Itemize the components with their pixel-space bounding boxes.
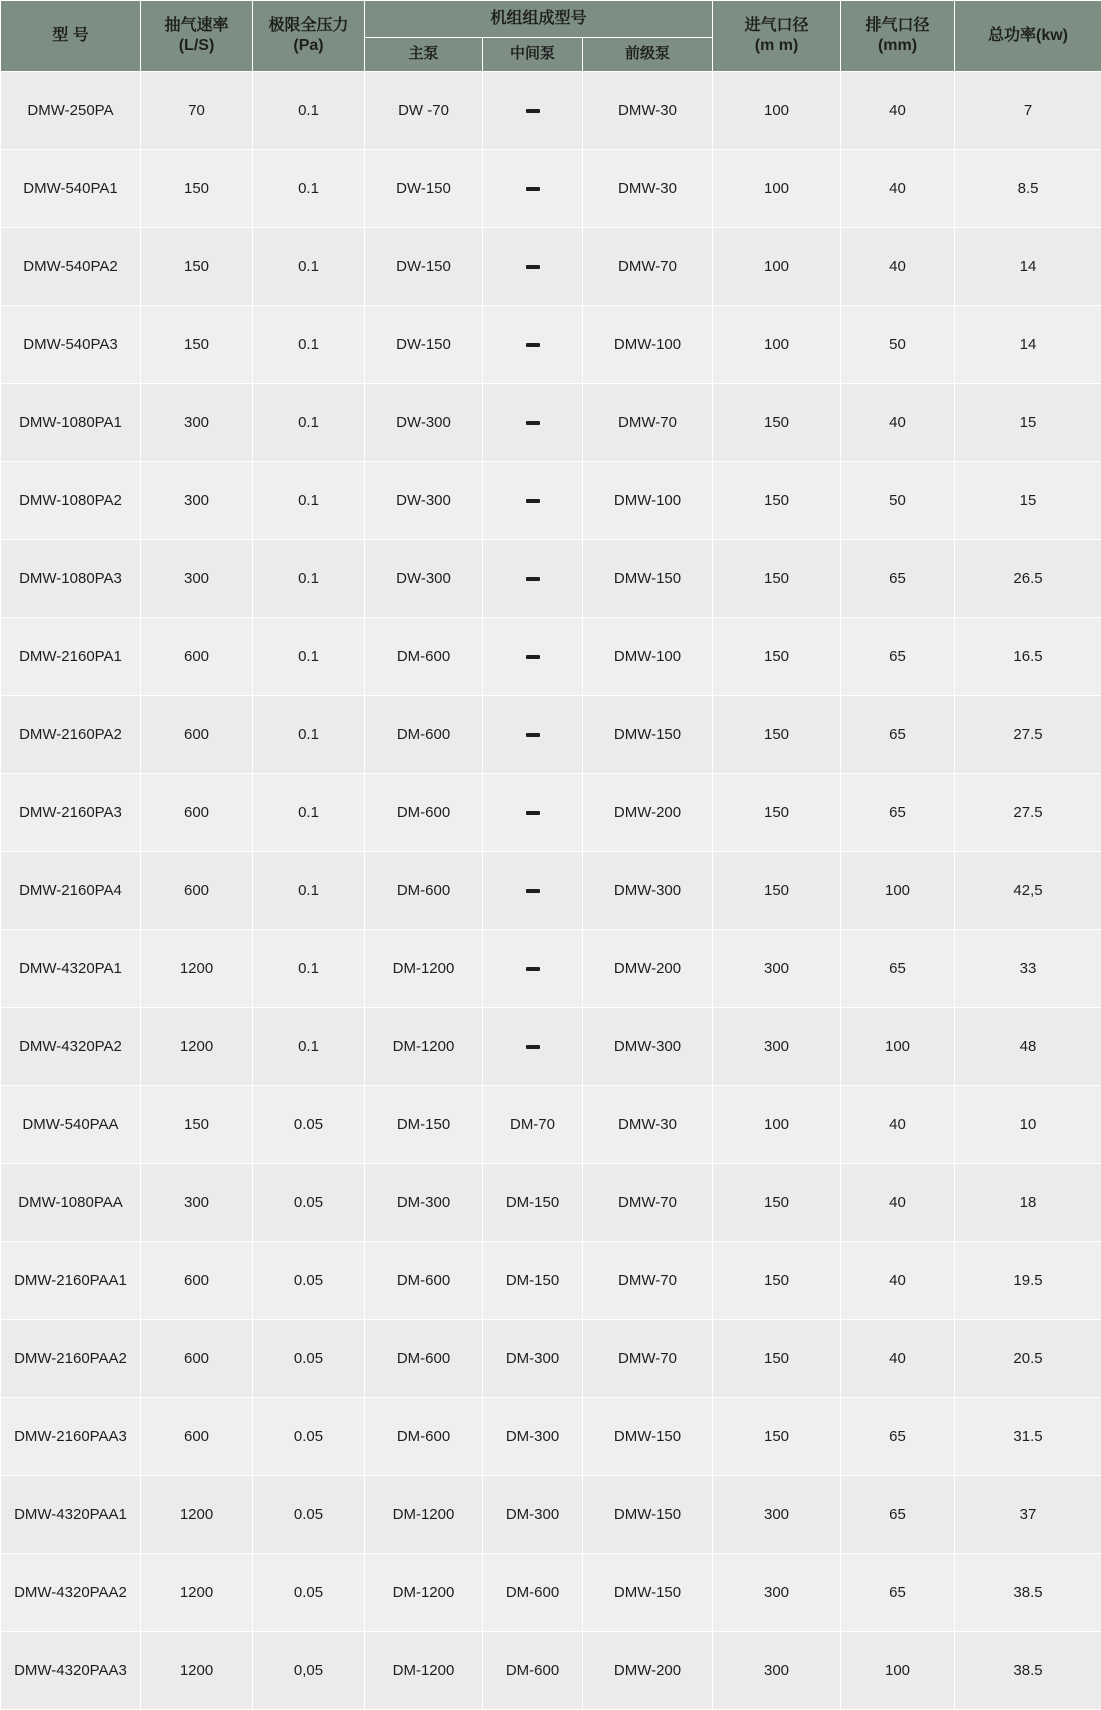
cell-outlet-diameter: 100 (841, 1631, 955, 1709)
cell-backing-pump: DMW-150 (583, 1475, 713, 1553)
cell-model: DMW-1080PA1 (1, 383, 141, 461)
cell-ultimate-pressure: 0.05 (253, 1241, 365, 1319)
table-row (1, 71, 1101, 149)
cell-ultimate-pressure: 0.1 (253, 539, 365, 617)
cell-pumping-speed: 600 (141, 1397, 253, 1475)
cell-ultimate-pressure: 0.05 (253, 1397, 365, 1475)
cell-total-power: 7 (955, 71, 1101, 149)
cell-total-power: 18 (955, 1163, 1101, 1241)
cell-model: DMW-540PA3 (1, 305, 141, 383)
cell-backing-pump: DMW-30 (583, 1085, 713, 1163)
cell-ultimate-pressure: 0,05 (253, 1631, 365, 1709)
cell-pumping-speed: 600 (141, 773, 253, 851)
cell-total-power: 20.5 (955, 1319, 1101, 1397)
cell-inlet-diameter: 150 (713, 695, 841, 773)
cell-pumping-speed: 150 (141, 149, 253, 227)
column-header-inlet-diameter (713, 1, 841, 72)
cell-total-power: 37 (955, 1475, 1101, 1553)
table-row (1, 851, 1101, 929)
cell-outlet-diameter: 65 (841, 695, 955, 773)
cell-inlet-diameter: 100 (713, 227, 841, 305)
cell-ultimate-pressure: 0.05 (253, 1553, 365, 1631)
cell-pumping-speed: 300 (141, 539, 253, 617)
column-header-pumping-speed-line1: 抽气速率 (145, 16, 248, 36)
cell-total-power: 27.5 (955, 773, 1101, 851)
cell-pumping-speed: 150 (141, 1085, 253, 1163)
dash-icon (526, 811, 540, 815)
cell-ultimate-pressure: 0.1 (253, 929, 365, 1007)
cell-outlet-diameter: 100 (841, 851, 955, 929)
table-header (1, 1, 1101, 72)
cell-model: DMW-1080PA2 (1, 461, 141, 539)
column-header-inlet-diameter-line1: 进气口径 (717, 16, 836, 36)
cell-total-power: 48 (955, 1007, 1101, 1085)
cell-backing-pump: DMW-70 (583, 227, 713, 305)
cell-ultimate-pressure: 0.1 (253, 71, 365, 149)
cell-pumping-speed: 1200 (141, 1631, 253, 1709)
cell-outlet-diameter: 65 (841, 773, 955, 851)
cell-model: DMW-2160PAA3 (1, 1397, 141, 1475)
cell-ultimate-pressure: 0.05 (253, 1319, 365, 1397)
cell-total-power: 10 (955, 1085, 1101, 1163)
table-row (1, 1397, 1101, 1475)
cell-ultimate-pressure: 0.05 (253, 1475, 365, 1553)
cell-intermediate-pump (483, 851, 583, 929)
cell-outlet-diameter: 65 (841, 1397, 955, 1475)
cell-outlet-diameter: 40 (841, 383, 955, 461)
cell-intermediate-pump (483, 383, 583, 461)
cell-intermediate-pump: DM-150 (483, 1163, 583, 1241)
cell-outlet-diameter: 40 (841, 1163, 955, 1241)
column-header-pumping-speed (141, 1, 253, 72)
dash-icon (526, 733, 540, 737)
column-header-backing-pump: 前级泵 (583, 38, 713, 72)
cell-outlet-diameter: 40 (841, 1085, 955, 1163)
cell-backing-pump: DMW-70 (583, 1319, 713, 1397)
cell-backing-pump: DMW-30 (583, 71, 713, 149)
cell-main-pump: DM-600 (365, 773, 483, 851)
cell-backing-pump: DMW-70 (583, 383, 713, 461)
cell-pumping-speed: 150 (141, 305, 253, 383)
cell-total-power: 14 (955, 227, 1101, 305)
cell-intermediate-pump: DM-70 (483, 1085, 583, 1163)
cell-ultimate-pressure: 0.1 (253, 773, 365, 851)
cell-main-pump: DM-1200 (365, 1631, 483, 1709)
cell-intermediate-pump: DM-600 (483, 1631, 583, 1709)
cell-backing-pump: DMW-200 (583, 1631, 713, 1709)
cell-model: DMW-4320PA2 (1, 1007, 141, 1085)
cell-ultimate-pressure: 0.05 (253, 1085, 365, 1163)
cell-inlet-diameter: 300 (713, 1631, 841, 1709)
cell-backing-pump: DMW-300 (583, 851, 713, 929)
cell-pumping-speed: 70 (141, 71, 253, 149)
cell-backing-pump: DMW-70 (583, 1241, 713, 1319)
cell-model: DMW-2160PAA1 (1, 1241, 141, 1319)
cell-intermediate-pump: DM-600 (483, 1553, 583, 1631)
dash-icon (526, 265, 540, 269)
cell-total-power: 15 (955, 383, 1101, 461)
table-row (1, 773, 1101, 851)
cell-intermediate-pump (483, 1007, 583, 1085)
cell-total-power: 33 (955, 929, 1101, 1007)
column-header-main-pump: 主泵 (365, 38, 483, 72)
table-row (1, 695, 1101, 773)
cell-outlet-diameter: 40 (841, 1241, 955, 1319)
cell-inlet-diameter: 150 (713, 617, 841, 695)
cell-pumping-speed: 600 (141, 1241, 253, 1319)
table-row (1, 1007, 1101, 1085)
cell-model: DMW-4320PAA1 (1, 1475, 141, 1553)
cell-backing-pump: DMW-300 (583, 1007, 713, 1085)
cell-model: DMW-4320PAA2 (1, 1553, 141, 1631)
cell-main-pump: DM-1200 (365, 1553, 483, 1631)
cell-inlet-diameter: 100 (713, 71, 841, 149)
dash-icon (526, 499, 540, 503)
cell-outlet-diameter: 100 (841, 1007, 955, 1085)
cell-main-pump: DM-150 (365, 1085, 483, 1163)
cell-backing-pump: DMW-100 (583, 461, 713, 539)
table-row (1, 1631, 1101, 1709)
cell-model: DMW-1080PA3 (1, 539, 141, 617)
cell-intermediate-pump: DM-300 (483, 1319, 583, 1397)
cell-backing-pump: DMW-70 (583, 1163, 713, 1241)
dash-icon (526, 343, 540, 347)
cell-outlet-diameter: 50 (841, 461, 955, 539)
cell-model: DMW-2160PAA2 (1, 1319, 141, 1397)
cell-inlet-diameter: 150 (713, 773, 841, 851)
cell-total-power: 31.5 (955, 1397, 1101, 1475)
cell-inlet-diameter: 100 (713, 149, 841, 227)
cell-inlet-diameter: 100 (713, 305, 841, 383)
cell-total-power: 8.5 (955, 149, 1101, 227)
cell-intermediate-pump (483, 773, 583, 851)
cell-backing-pump: DMW-150 (583, 1553, 713, 1631)
table-row (1, 1475, 1101, 1553)
table-body (1, 71, 1101, 1709)
cell-pumping-speed: 150 (141, 227, 253, 305)
cell-backing-pump: DMW-30 (583, 149, 713, 227)
cell-main-pump: DM-600 (365, 1319, 483, 1397)
table-row (1, 305, 1101, 383)
cell-total-power: 14 (955, 305, 1101, 383)
cell-inlet-diameter: 150 (713, 1163, 841, 1241)
cell-ultimate-pressure: 0.1 (253, 1007, 365, 1085)
cell-intermediate-pump (483, 695, 583, 773)
cell-main-pump: DM-1200 (365, 929, 483, 1007)
cell-main-pump: DW-300 (365, 539, 483, 617)
cell-model: DMW-250PA (1, 71, 141, 149)
cell-main-pump: DM-600 (365, 695, 483, 773)
cell-main-pump: DW-150 (365, 149, 483, 227)
cell-ultimate-pressure: 0.05 (253, 1163, 365, 1241)
cell-pumping-speed: 1200 (141, 929, 253, 1007)
cell-inlet-diameter: 300 (713, 1007, 841, 1085)
cell-pumping-speed: 600 (141, 617, 253, 695)
cell-intermediate-pump (483, 71, 583, 149)
cell-pumping-speed: 1200 (141, 1553, 253, 1631)
cell-pumping-speed: 1200 (141, 1007, 253, 1085)
cell-intermediate-pump (483, 617, 583, 695)
cell-intermediate-pump (483, 305, 583, 383)
table-row (1, 617, 1101, 695)
table-row (1, 383, 1101, 461)
table-row (1, 461, 1101, 539)
cell-ultimate-pressure: 0.1 (253, 695, 365, 773)
cell-pumping-speed: 1200 (141, 1475, 253, 1553)
cell-model: DMW-2160PA2 (1, 695, 141, 773)
cell-backing-pump: DMW-100 (583, 617, 713, 695)
cell-intermediate-pump: DM-150 (483, 1241, 583, 1319)
cell-main-pump: DW-150 (365, 227, 483, 305)
cell-backing-pump: DMW-150 (583, 1397, 713, 1475)
dash-icon (526, 187, 540, 191)
cell-inlet-diameter: 150 (713, 1241, 841, 1319)
cell-model: DMW-2160PA1 (1, 617, 141, 695)
cell-intermediate-pump (483, 929, 583, 1007)
cell-intermediate-pump (483, 149, 583, 227)
cell-main-pump: DM-300 (365, 1163, 483, 1241)
column-header-outlet-diameter (841, 1, 955, 72)
cell-main-pump: DM-600 (365, 617, 483, 695)
cell-inlet-diameter: 150 (713, 1397, 841, 1475)
cell-outlet-diameter: 40 (841, 71, 955, 149)
cell-outlet-diameter: 50 (841, 305, 955, 383)
table-row (1, 539, 1101, 617)
column-header-ultimate-pressure-line2: (Pa) (257, 36, 360, 56)
cell-total-power: 26.5 (955, 539, 1101, 617)
table-row (1, 1163, 1101, 1241)
cell-inlet-diameter: 150 (713, 851, 841, 929)
header-row-top (1, 1, 1101, 38)
table-row (1, 929, 1101, 1007)
cell-ultimate-pressure: 0.1 (253, 851, 365, 929)
cell-pumping-speed: 600 (141, 851, 253, 929)
cell-ultimate-pressure: 0.1 (253, 149, 365, 227)
cell-main-pump: DW-300 (365, 383, 483, 461)
cell-outlet-diameter: 40 (841, 227, 955, 305)
cell-main-pump: DM-600 (365, 851, 483, 929)
cell-intermediate-pump (483, 539, 583, 617)
cell-model: DMW-4320PA1 (1, 929, 141, 1007)
cell-pumping-speed: 600 (141, 695, 253, 773)
cell-model: DMW-540PA2 (1, 227, 141, 305)
cell-backing-pump: DMW-150 (583, 695, 713, 773)
cell-main-pump: DM-1200 (365, 1475, 483, 1553)
cell-backing-pump: DMW-150 (583, 539, 713, 617)
cell-intermediate-pump (483, 227, 583, 305)
table-row (1, 1319, 1101, 1397)
column-header-unit-group: 机组组成型号 (365, 1, 713, 38)
column-header-ultimate-pressure-line1: 极限全压力 (257, 16, 360, 36)
cell-total-power: 27.5 (955, 695, 1101, 773)
cell-total-power: 38.5 (955, 1631, 1101, 1709)
cell-backing-pump: DMW-200 (583, 929, 713, 1007)
cell-pumping-speed: 300 (141, 1163, 253, 1241)
cell-pumping-speed: 300 (141, 461, 253, 539)
cell-model: DMW-4320PAA3 (1, 1631, 141, 1709)
cell-total-power: 38.5 (955, 1553, 1101, 1631)
column-header-inlet-diameter-line2: (m m) (717, 36, 836, 56)
cell-ultimate-pressure: 0.1 (253, 383, 365, 461)
cell-pumping-speed: 600 (141, 1319, 253, 1397)
cell-outlet-diameter: 65 (841, 929, 955, 1007)
cell-model: DMW-2160PA3 (1, 773, 141, 851)
cell-ultimate-pressure: 0.1 (253, 305, 365, 383)
table-row (1, 1085, 1101, 1163)
cell-main-pump: DM-1200 (365, 1007, 483, 1085)
column-header-model: 型 号 (1, 1, 141, 72)
cell-main-pump: DW-300 (365, 461, 483, 539)
table-row (1, 149, 1101, 227)
dash-icon (526, 577, 540, 581)
cell-inlet-diameter: 150 (713, 461, 841, 539)
cell-outlet-diameter: 65 (841, 1553, 955, 1631)
cell-backing-pump: DMW-100 (583, 305, 713, 383)
dash-icon (526, 1045, 540, 1049)
cell-inlet-diameter: 150 (713, 383, 841, 461)
column-header-intermediate-pump: 中间泵 (483, 38, 583, 72)
column-header-outlet-diameter-line2: (mm) (845, 36, 950, 56)
column-header-outlet-diameter-line1: 排气口径 (845, 16, 950, 36)
table-row (1, 227, 1101, 305)
cell-total-power: 16.5 (955, 617, 1101, 695)
dash-icon (526, 655, 540, 659)
cell-ultimate-pressure: 0.1 (253, 617, 365, 695)
cell-model: DMW-1080PAA (1, 1163, 141, 1241)
cell-inlet-diameter: 100 (713, 1085, 841, 1163)
cell-inlet-diameter: 150 (713, 1319, 841, 1397)
column-header-pumping-speed-line2: (L/S) (145, 36, 248, 56)
cell-model: DMW-540PAA (1, 1085, 141, 1163)
cell-intermediate-pump (483, 461, 583, 539)
cell-model: DMW-540PA1 (1, 149, 141, 227)
cell-outlet-diameter: 65 (841, 1475, 955, 1553)
cell-total-power: 15 (955, 461, 1101, 539)
cell-intermediate-pump: DM-300 (483, 1475, 583, 1553)
cell-outlet-diameter: 65 (841, 617, 955, 695)
cell-outlet-diameter: 65 (841, 539, 955, 617)
cell-main-pump: DM-600 (365, 1397, 483, 1475)
cell-inlet-diameter: 300 (713, 1553, 841, 1631)
cell-inlet-diameter: 300 (713, 1475, 841, 1553)
dash-icon (526, 889, 540, 893)
cell-model: DMW-2160PA4 (1, 851, 141, 929)
cell-main-pump: DW-150 (365, 305, 483, 383)
cell-total-power: 19.5 (955, 1241, 1101, 1319)
cell-main-pump: DM-600 (365, 1241, 483, 1319)
cell-ultimate-pressure: 0.1 (253, 461, 365, 539)
cell-inlet-diameter: 300 (713, 929, 841, 1007)
cell-pumping-speed: 300 (141, 383, 253, 461)
dash-icon (526, 109, 540, 113)
cell-intermediate-pump: DM-300 (483, 1397, 583, 1475)
column-header-total-power: 总功率(kw) (955, 1, 1101, 72)
cell-total-power: 42,5 (955, 851, 1101, 929)
dash-icon (526, 967, 540, 971)
cell-outlet-diameter: 40 (841, 149, 955, 227)
table-row (1, 1241, 1101, 1319)
cell-outlet-diameter: 40 (841, 1319, 955, 1397)
cell-main-pump: DW -70 (365, 71, 483, 149)
column-header-ultimate-pressure (253, 1, 365, 72)
cell-inlet-diameter: 150 (713, 539, 841, 617)
cell-ultimate-pressure: 0.1 (253, 227, 365, 305)
cell-backing-pump: DMW-200 (583, 773, 713, 851)
table-row (1, 1553, 1101, 1631)
dash-icon (526, 421, 540, 425)
